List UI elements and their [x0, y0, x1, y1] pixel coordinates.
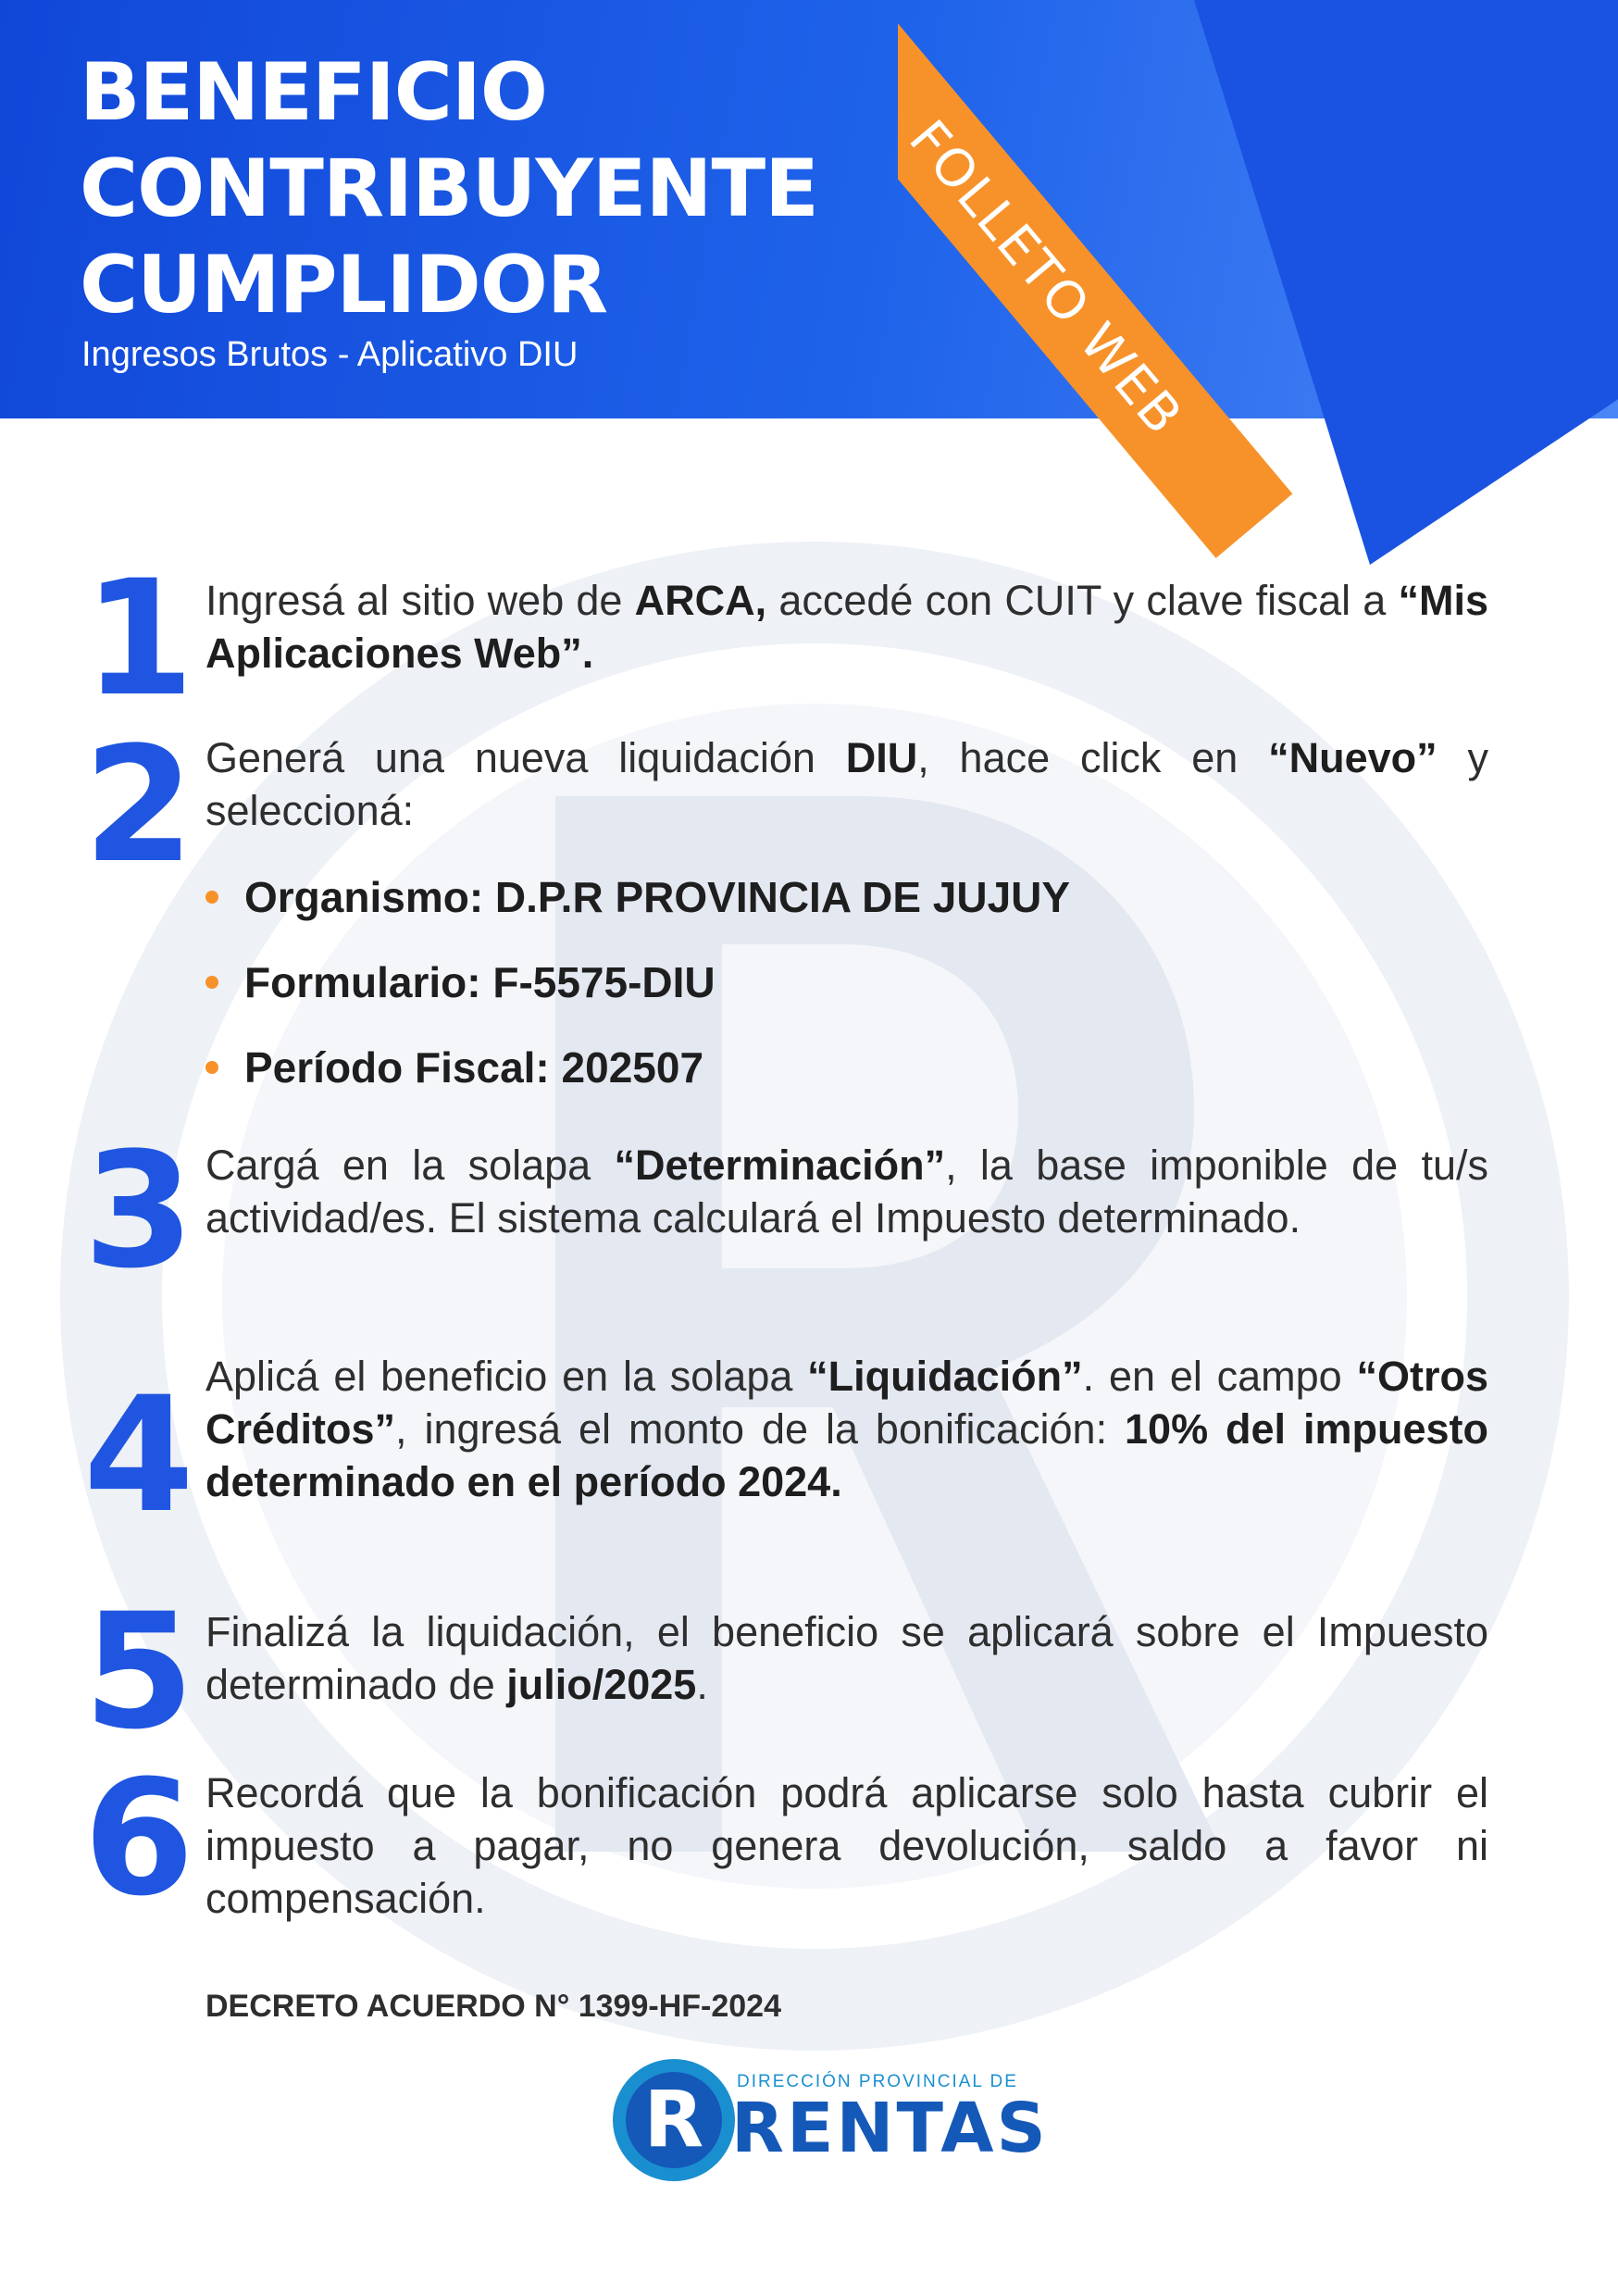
step-text	[205, 574, 1488, 680]
emphasis-text: ARCA,	[634, 577, 767, 624]
ribbon-area	[898, 0, 1618, 593]
list-item	[205, 955, 1488, 1009]
body-text: Aplicá el beneficio en la solapa	[205, 1353, 808, 1400]
subtitle: Ingresos Brutos - Aplicativo DIU	[81, 335, 579, 374]
emphasis-text: “Determinación”	[614, 1142, 946, 1189]
emphasis-text: “Mis Aplicaciones Web”.	[205, 577, 1488, 677]
ribbon-label: FOLLETO WEB	[898, 108, 1195, 447]
body-text: , hace click en	[917, 734, 1269, 781]
bullet-dot-icon	[205, 891, 218, 904]
bullet-dot-icon	[205, 976, 218, 989]
body-text: Finalizá la liquidación, el beneficio se aplicará sobre el Impuesto determinado de	[205, 1608, 1488, 1708]
emphasis-text: DIU	[845, 734, 918, 781]
rentas-r-logo-icon	[609, 2055, 739, 2185]
step-text	[205, 1350, 1488, 1508]
body-text: Recordá que la bonificación podrá aplicarse solo hasta cubrir el impuesto a pagar, no genera devolución, saldo a favor ni compensación.	[205, 1769, 1488, 1922]
body-text: y seleccioná:	[205, 734, 1488, 834]
rentas-logo	[602, 2046, 1049, 2203]
emphasis-text: “Nuevo”	[1268, 734, 1438, 781]
emphasis-text: “Liquidación”	[807, 1353, 1083, 1400]
emphasis-text: julio/2025	[506, 1661, 697, 1708]
folleto-web-ribbon	[898, 0, 1292, 558]
list-item	[205, 870, 1488, 924]
selection-list	[205, 870, 1488, 1094]
list-item-text: Período Fiscal: 202507	[244, 1043, 704, 1092]
step-text	[205, 1139, 1488, 1244]
decree-reference: DECRETO ACUERDO N° 1399-HF-2024	[205, 1989, 781, 2024]
emphasis-text: 10% del impuesto determinado en el período 2024.	[205, 1405, 1488, 1505]
list-item-text: Formulario: F-5575-DIU	[244, 958, 716, 1006]
step-number: 5	[83, 1578, 194, 1765]
step-number: 3	[83, 1117, 194, 1304]
step-number: 1	[83, 545, 194, 731]
logo-caption: DIRECCIÓN PROVINCIAL DE	[737, 2072, 1018, 2091]
body-text: Ingresá al sitio web de	[205, 577, 635, 624]
title-line-3: CUMPLIDOR	[80, 239, 608, 331]
step-number: 6	[83, 1745, 194, 1931]
list-item-text: Organismo: D.P.R PROVINCIA DE JUJUY	[244, 873, 1071, 921]
list-item	[205, 1041, 1488, 1094]
step-text	[205, 1605, 1488, 1711]
title-line-2: CONTRIBUYENTE	[80, 143, 818, 235]
step-number: 2	[83, 712, 194, 898]
emphasis-text: “Otros Créditos”	[205, 1353, 1489, 1453]
body-text: accedé con CUIT y clave fiscal a	[766, 577, 1399, 624]
title-line-1: BENEFICIO	[80, 46, 547, 139]
page-title	[80, 44, 818, 333]
body-text: . en el campo	[1082, 1353, 1357, 1400]
logo-wordmark: RENTAS	[731, 2089, 1049, 2168]
body-text: .	[696, 1661, 708, 1708]
bullet-dot-icon	[205, 1061, 218, 1074]
step-number: 4	[83, 1362, 194, 1548]
body-text: Cargá en la solapa	[205, 1142, 615, 1189]
body-text: , ingresá el monto de la bonificación:	[395, 1405, 1126, 1453]
logo-letter: R	[643, 2074, 704, 2165]
body-text: , la base imponible de tu/s actividad/es. El sistema calculará el Impuesto determinado.	[205, 1142, 1488, 1242]
step-text	[205, 731, 1488, 1126]
step-paragraph	[205, 731, 1488, 837]
step-text	[205, 1766, 1488, 1925]
body-text: Generá una nueva liquidación	[205, 734, 846, 781]
